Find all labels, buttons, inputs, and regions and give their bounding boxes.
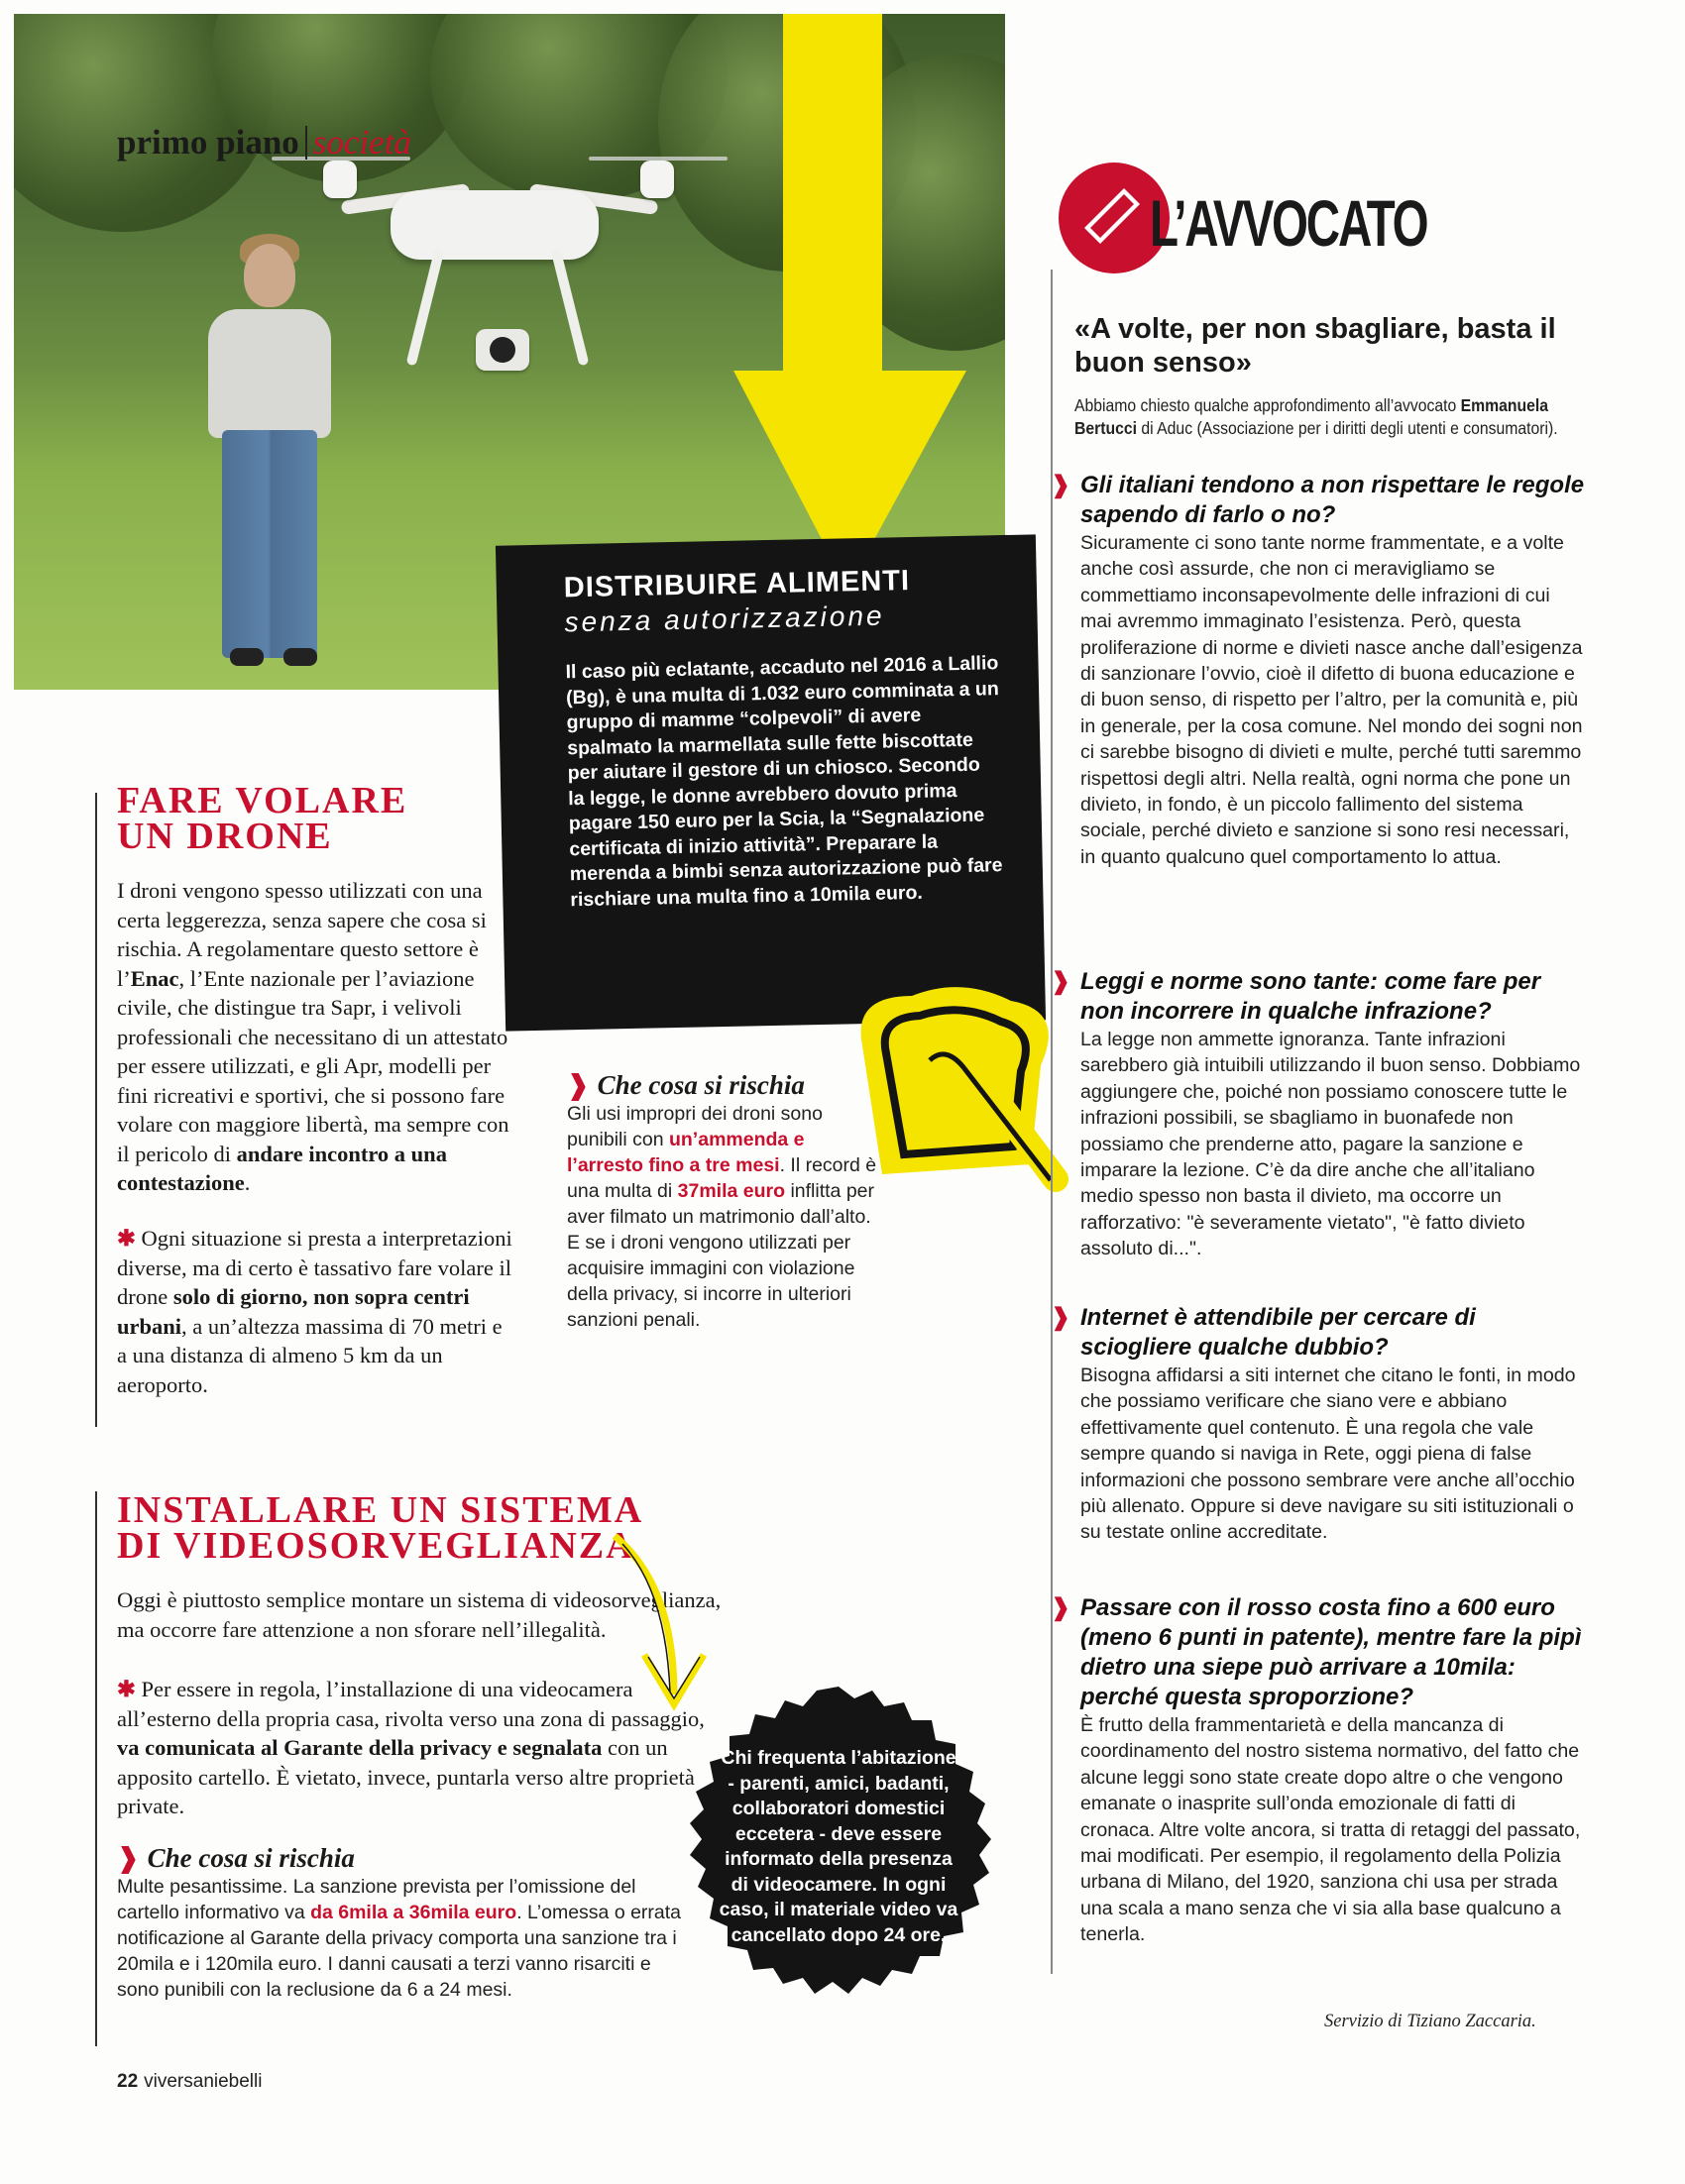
answer: Bisogna affidarsi a siti internet che citano le fonti, in modo che possiamo verificare che siano vere e abbiano effettivamente quel contenuto. È una regola che vale sempre quando si naviga in Rete, oggi piena di false informazioni che possono sembrare vere anche all’occhio più allenato. Oppure si deve navigare su siti istituzionali o su testate online accreditate. [1080, 1365, 1576, 1544]
section-name: primo piano [117, 123, 299, 162]
question: ❱ Internet è attendibile per cercare di sciogliere qualche dubbio? [1051, 1304, 1476, 1361]
bullet-marker-icon: ❱ [1051, 1594, 1071, 1621]
bullet-marker-icon: ❱ [117, 1843, 140, 1873]
box-alimenti [496, 534, 1046, 1031]
video-title-line2: DI VIDEOSORVEGLIANZA [117, 1525, 635, 1567]
drone-risk [567, 1070, 884, 1333]
question: ❱ Gli italiani tendono a non rispettare le regole sapendo di farlo o no? [1051, 472, 1585, 528]
circle-text: Chi frequenta l’abitazione - parenti, amici, badanti, collaboratori domestici eccetera - deve essere informato della presenza di videocamere. In ogni caso, il materiale video va cancellato dopo 24 ore. [719, 1747, 958, 1946]
column-rule [95, 1491, 97, 2046]
page-footer [117, 2071, 262, 2093]
drone-title-line1: FARE VOLARE [117, 780, 408, 821]
video-risk-text: Multe pesantissime. La sanzione prevista per l’omissione del cartello informativo va da 6mila a 36mila euro. L’omessa o errata notificazione al Garante della privacy comporta una sanzione tra i 20mila e i 120mila euro. I danni causati a terzi vanno risarciti e sono punibili con la reclusione da 6 a 24 mesi. [117, 1876, 682, 2001]
video-risk [117, 1843, 692, 2003]
avvocato-title: L’AVVOCATO [1150, 186, 1427, 260]
author-credit: Servizio di Tiziano Zaccaria. [1324, 2012, 1536, 2031]
qa-item [1051, 1593, 1586, 1948]
subsection-name: società [312, 123, 411, 162]
qa-item [1051, 1303, 1586, 1546]
avvocato-quote: «A volte, per non sbagliare, basta il buon senso» [1074, 313, 1556, 379]
star-icon: ✱ [117, 1677, 142, 1701]
solo-di-giorno-bold: solo di giorno, non sopra centri urbani [117, 1284, 470, 1339]
answer: Sicuramente ci sono tante norme frammentate, e a volte anche così assurde, che non ci meravigliamo se commettiamo inconsapevolmente delle infrazioni di cui mai avremmo immaginato l’esistenza. Però, questa proliferazione di norme e divieti nasce anche dall’esigenza di sanzionare l’ovvio, cioè il difetto di buona educazione e di buon senso, di rispetto per l’altro, per la comunità e, più in generale, per la cosa comune. Nel mondo dei sogni non ci sarebbe bisogno di divieti e multe, perché tutti saremmo rispettosi degli altri. Nella realtà, ogni norma che pone un divieto, in fondo, è un piccolo fallimento del sistema sociale, perché divieto e sanzione si sono resi necessari, in quanto qualcuno quel comportamento lo attua. [1080, 532, 1583, 868]
avvocato-intro: Abbiamo chiesto qualche approfondimento all’avvocato Emmanuela Bertucci di Aduc (Associazione per i diritti degli utenti e consumatori). [1074, 395, 1558, 438]
video-paragraph-2: ✱ Per essere in regola, l’installazione di una videocamera all’esterno della propria casa, rivolta verso una zona di passaggio, va comunicata al Garante della privacy e segnalata con un apposito cartello. È vietato, invece, puntarla verso altre proprietà private. [117, 1677, 705, 1818]
qa-item [1051, 967, 1586, 1262]
answer: La legge non ammette ignoranza. Tante infrazioni sarebbero già intuibili utilizzando il buon senso. Dobbiamo aggiungere che, poiché non possiamo conoscere tutte le infrazioni possibili, se sbagliamo in buonafede non possiamo che prenderne atto, pagare la sanzione e imparare la lezione. C’è da dire anche che all’italiano medio spesso non basta il divieto, ma occorre un rafforzativo: "è severamente vietato", "è fatto divieto assoluto di...". [1080, 1029, 1581, 1260]
bullet-marker-icon: ❱ [567, 1070, 590, 1100]
drone-risk-text: Gli usi impropri dei droni sono punibili con un’ammenda e l’arresto fino a tre mesi. Il record è una multa di 37mila euro inflitta per aver filmato un matrimonio dall’alto. E se i droni vengono utilizzati per acquisire immagini con violazione della privacy, si incorre in ulteriori sanzioni penali. [567, 1103, 877, 1331]
star-icon: ✱ [117, 1226, 142, 1251]
bullet-marker-icon: ❱ [1051, 472, 1071, 498]
yellow-arrow-icon [733, 14, 966, 589]
bullet-marker-icon: ❱ [1051, 1304, 1071, 1331]
drone-paragraph-2: ✱ Ogni situazione si presta a interpretazioni diverse, ma di certo è tassativo fare volare il drone solo di giorno, non sopra centri urbani, a un’altezza massima di 70 metri e a una distanza di almeno 5 km da un aeroporto. [117, 1226, 512, 1397]
box-subtitle: senza autorizzazione [564, 600, 885, 638]
section-label [117, 123, 411, 163]
video-title-line1: INSTALLARE UN SISTEMA [117, 1489, 644, 1531]
drone-paragraph-1: I droni vengono spesso utilizzati con una certa leggerezza, senza sapere che cosa si rischia. A regolamentare questo settore è l’Enac, l’Ente nazionale per l’aviazione civile, che distingue tra Sapr, i velivoli professionali che necessitano di un attestato per essere utilizzati, e gli Apr, modelli per fini ricreativi e sportivi, che si possono fare volare con maggiore libertà, ma sempre con il pericolo di andare incontro a una contestazione. [117, 878, 509, 1195]
question: ❱ Passare con il rosso costa fino a 600 euro (meno 6 punti in patente), mentre fare la pipì dietro una siepe può arrivare a 10mila: perché questa sproporzione? [1051, 1594, 1582, 1710]
video-paragraph-1: Oggi è piuttosto semplice montare un sistema di videosorveglianza, ma occorre fare attenzione a non sforare nell’illegalità. [117, 1587, 722, 1642]
qa-item [1051, 471, 1586, 870]
answer: È frutto della frammentarietà e della mancanza di coordinamento del nostro sistema normativo, del fatto che alcune leggi sono state create dopo altre o che vengono emanate o inasprite sull’onda emozionale di fatti di cronaca. Altre volte ancora, si tratta di retaggi del passato, mai modificati. Per esempio, il regolamento della Polizia urbana di Milano, del 1920, sanziona chi usa per strada una scala a mano senza che vi sia alla base qualcuno a tenerla. [1080, 1714, 1581, 1946]
drone-risk-title: ❱ Che cosa si rischia [567, 1070, 805, 1100]
column-rule [95, 793, 97, 1427]
question: ❱ Leggi e norme sono tante: come fare per non incorrere in qualche infrazione? [1051, 968, 1541, 1025]
page-number: 22 [117, 2071, 139, 2092]
box-body: Il caso più eclatante, accaduto nel 2016 a Lallio (Bg), è una multa di 1.032 euro comminata a un gruppo di mamme “colpevoli” di avere spalmato la marmellata sulle fette biscottate per aiutare il gestore di un chiosco. Secondo la legge, le donne avrebbero dovuto prima pagare 150 euro per la Scia, la “Segnalazione certificata di inizio attività”. Preparare la merenda a bimbi senza autorizzazione può fare rischiare una multa fino a 10mila euro. [565, 652, 1003, 911]
garante-bold: va comunicata al Garante della privacy e segnalata [117, 1735, 603, 1760]
video-title [117, 1489, 831, 1567]
magazine-name: viversaniebelli [144, 2071, 263, 2092]
box-title: DISTRIBUIRE ALIMENTI [563, 565, 911, 604]
lawyer-name: Emmanuela Bertucci [1074, 395, 1549, 438]
drone-title [117, 780, 533, 857]
enac-bold: Enac [130, 965, 179, 991]
bullet-marker-icon: ❱ [1051, 968, 1071, 995]
contestazione-bold: andare incontro a una contestazione [117, 1141, 447, 1195]
drone-title-line2: UN DRONE [117, 816, 333, 857]
video-risk-title: ❱ Che cosa si rischia [117, 1843, 355, 1873]
